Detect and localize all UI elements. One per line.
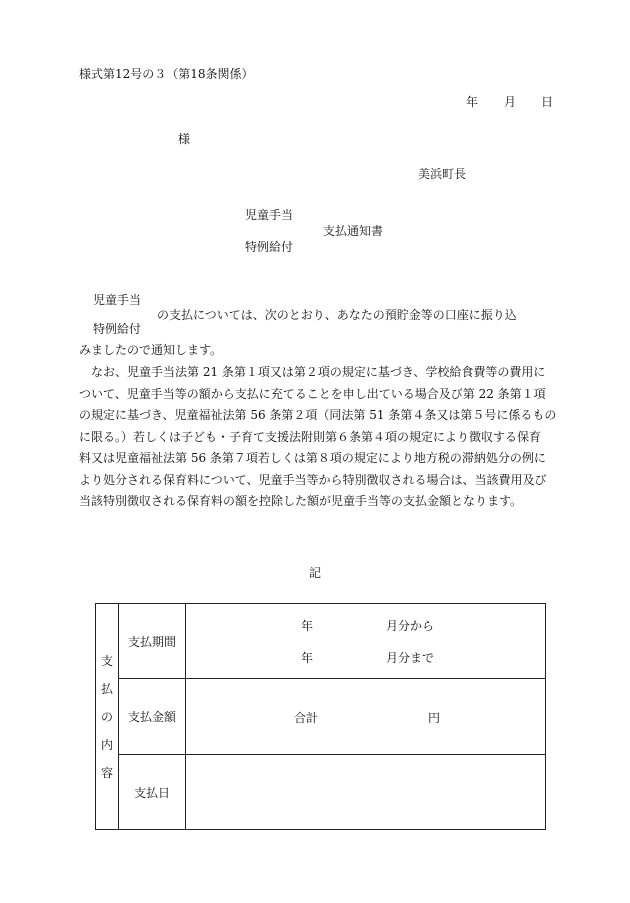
side-char: 内 xyxy=(100,737,113,752)
form-number: 様式第12号の３（第18条関係） xyxy=(79,67,254,81)
side-char: 払 xyxy=(100,681,113,696)
date-year: 年 xyxy=(466,95,479,109)
intro-child-allowance: 児童手当 xyxy=(93,293,142,307)
title-main: 支払通知書 xyxy=(323,224,384,238)
amount-total-label: 合計 xyxy=(294,710,319,725)
payment-period-value xyxy=(186,604,546,679)
side-char: 容 xyxy=(100,765,113,780)
payment-date-label: 支払日 xyxy=(119,755,186,830)
payment-amount-value xyxy=(186,679,546,755)
side-char: 支 xyxy=(100,653,113,668)
recipient-honorific: 様 xyxy=(178,132,191,146)
period-to-row xyxy=(186,647,545,667)
period-month-from: 月分から xyxy=(386,619,435,633)
period-from-row xyxy=(186,615,545,635)
payment-details-table xyxy=(95,603,546,830)
issuer-name: 美浜町長 xyxy=(418,167,467,181)
note-line: の規定に基づき、児童福祉法第 56 条第２項（同法第 51 条第４条又は第５号に係るもの xyxy=(79,408,557,422)
amount-row xyxy=(186,707,545,727)
note-line: なお、児童手当法第 21 条第１項又は第２項の規定に基づき、学校給食費等の費用に xyxy=(91,365,546,379)
amount-unit: 円 xyxy=(428,710,441,725)
period-year-to: 年 xyxy=(301,651,314,665)
note-line: 料又は児童福祉法第 56 条第７項若しくは第８項の規定により地方税の滞納処分の例に xyxy=(79,451,546,465)
note-line: 当該特別徴収される保育料の額を控除した額が児童手当等の支払金額となります。 xyxy=(79,494,523,508)
note-line: ついて、児童手当等の額から支払に充てることを申し出ている場合及び第 22 条第１項 xyxy=(79,386,546,401)
note-paragraph xyxy=(79,362,557,513)
ki-heading: 記 xyxy=(309,566,322,580)
intro-continuation: みましたので通知します。 xyxy=(79,343,223,357)
payment-contents-label xyxy=(96,604,119,830)
intro-special-benefit: 特例給付 xyxy=(93,322,142,336)
side-char: の xyxy=(100,709,113,724)
date-day: 日 xyxy=(541,95,554,109)
title-special-benefit: 特例給付 xyxy=(245,240,294,254)
title-child-allowance: 児童手当 xyxy=(245,208,294,222)
period-month-to: 月分まで xyxy=(386,651,435,665)
payment-period-label: 支払期間 xyxy=(119,604,186,679)
note-line: に限る。）若しくは子ども・子育て支援法附則第６条第４項の規定により徴収する保育 xyxy=(79,429,542,444)
date-month: 月 xyxy=(504,95,517,109)
payment-date-value[interactable] xyxy=(186,755,546,830)
period-year-from: 年 xyxy=(301,619,314,633)
payment-amount-label: 支払金額 xyxy=(119,679,186,755)
note-line: より処分される保育料について、児童手当等から特別徴収される場合は、当該費用及び xyxy=(79,472,547,487)
intro-text: の支払については、次のとおり、あなたの預貯金等の口座に振り込 xyxy=(157,308,517,322)
